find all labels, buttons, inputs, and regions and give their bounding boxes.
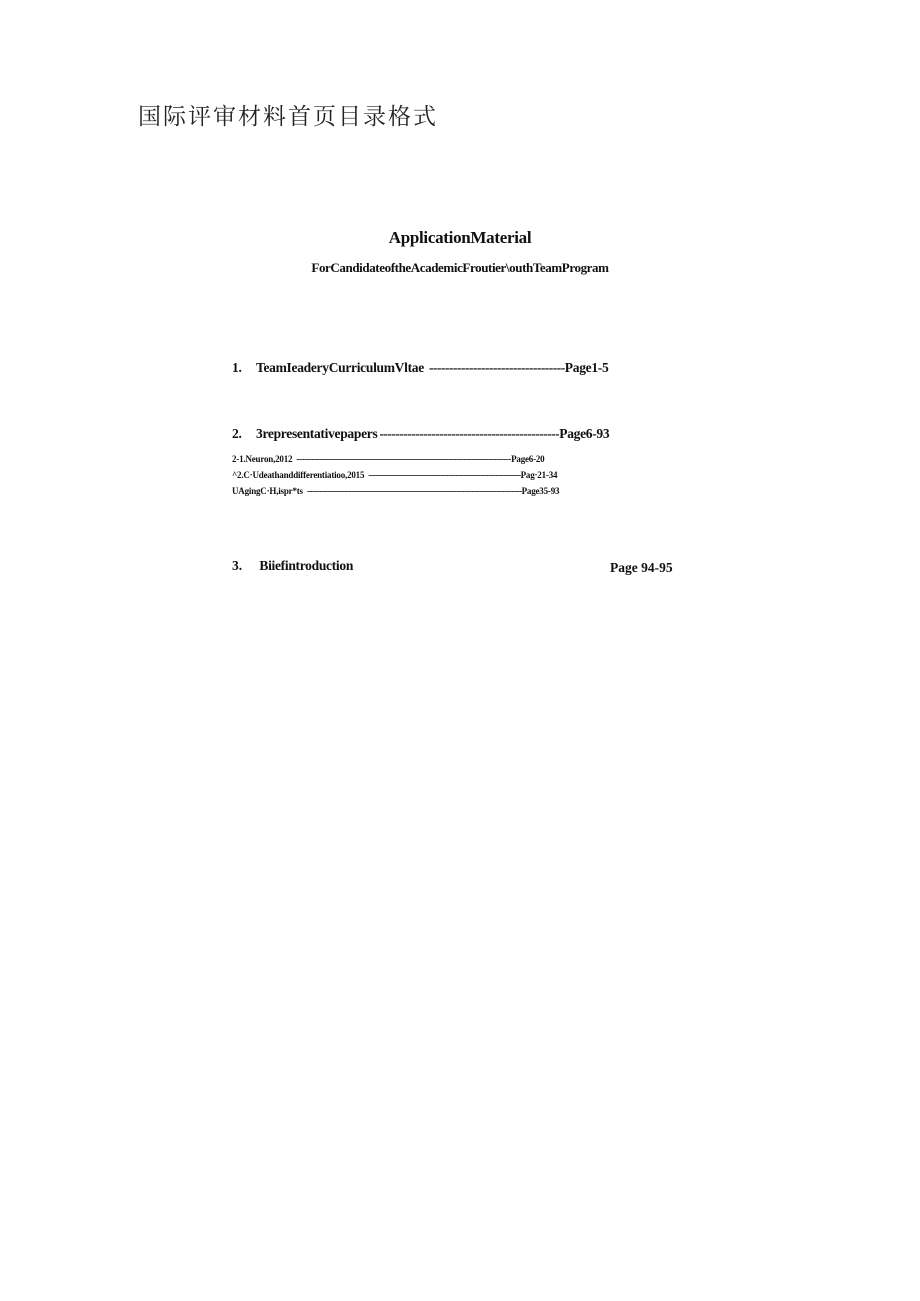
toc-item-page: Page1-5 — [564, 360, 609, 375]
toc-dot-leader: ------------------------------------------------------------- — [368, 470, 521, 480]
toc-subitem-page: Pag·21-34 — [520, 470, 558, 480]
toc-dot-leader: -------------------------------------------------------------------------------------- — [306, 486, 522, 496]
document-subtitle: ForCandidateoftheAcademicFroutier\outhTeamProgram — [311, 260, 609, 275]
toc-subitem-2 — [232, 470, 557, 480]
toc-item-2 — [232, 426, 609, 442]
toc-subitem-label: ^2.C·Udeathanddifferentiatioo,2015 — [232, 470, 365, 480]
toc-subitem-page: Page6-20 — [511, 454, 545, 464]
toc-item-1 — [232, 360, 608, 376]
toc-subitem-label: 2-1.Neuron,2012 — [232, 454, 293, 464]
toc-item-label: TeamIeaderyCurriculumVltae — [256, 360, 424, 375]
toc-item-label: Biiefintroduction — [259, 558, 354, 573]
page-heading-chinese: 国际评审材料首页目录格式 — [138, 104, 438, 130]
toc-item-number: 2. — [232, 426, 242, 441]
toc-item-page: Page 94-95 — [610, 560, 673, 575]
toc-subitem-1 — [232, 454, 544, 464]
toc-dot-leader: ---------------------------------- — [428, 360, 565, 375]
toc-subitem-3 — [232, 486, 559, 496]
toc-dot-leader: -------------------------------------------------------------------------------------- — [296, 454, 512, 464]
toc-item-3 — [232, 558, 680, 574]
toc-subitem-label: UAgingC·H,ispr*ts — [232, 486, 303, 496]
toc-item-number: 3. — [232, 558, 243, 573]
toc-item-number: 1. — [232, 360, 242, 375]
toc-item-page: Page6-93 — [559, 426, 610, 441]
document-title: ApplicationMaterial — [388, 228, 532, 247]
toc-dot-leader: --------------------------------------------- — [379, 426, 560, 441]
toc-item-label: 3representativepapers — [256, 426, 378, 441]
toc-subitem-page: Page35-93 — [521, 486, 560, 496]
